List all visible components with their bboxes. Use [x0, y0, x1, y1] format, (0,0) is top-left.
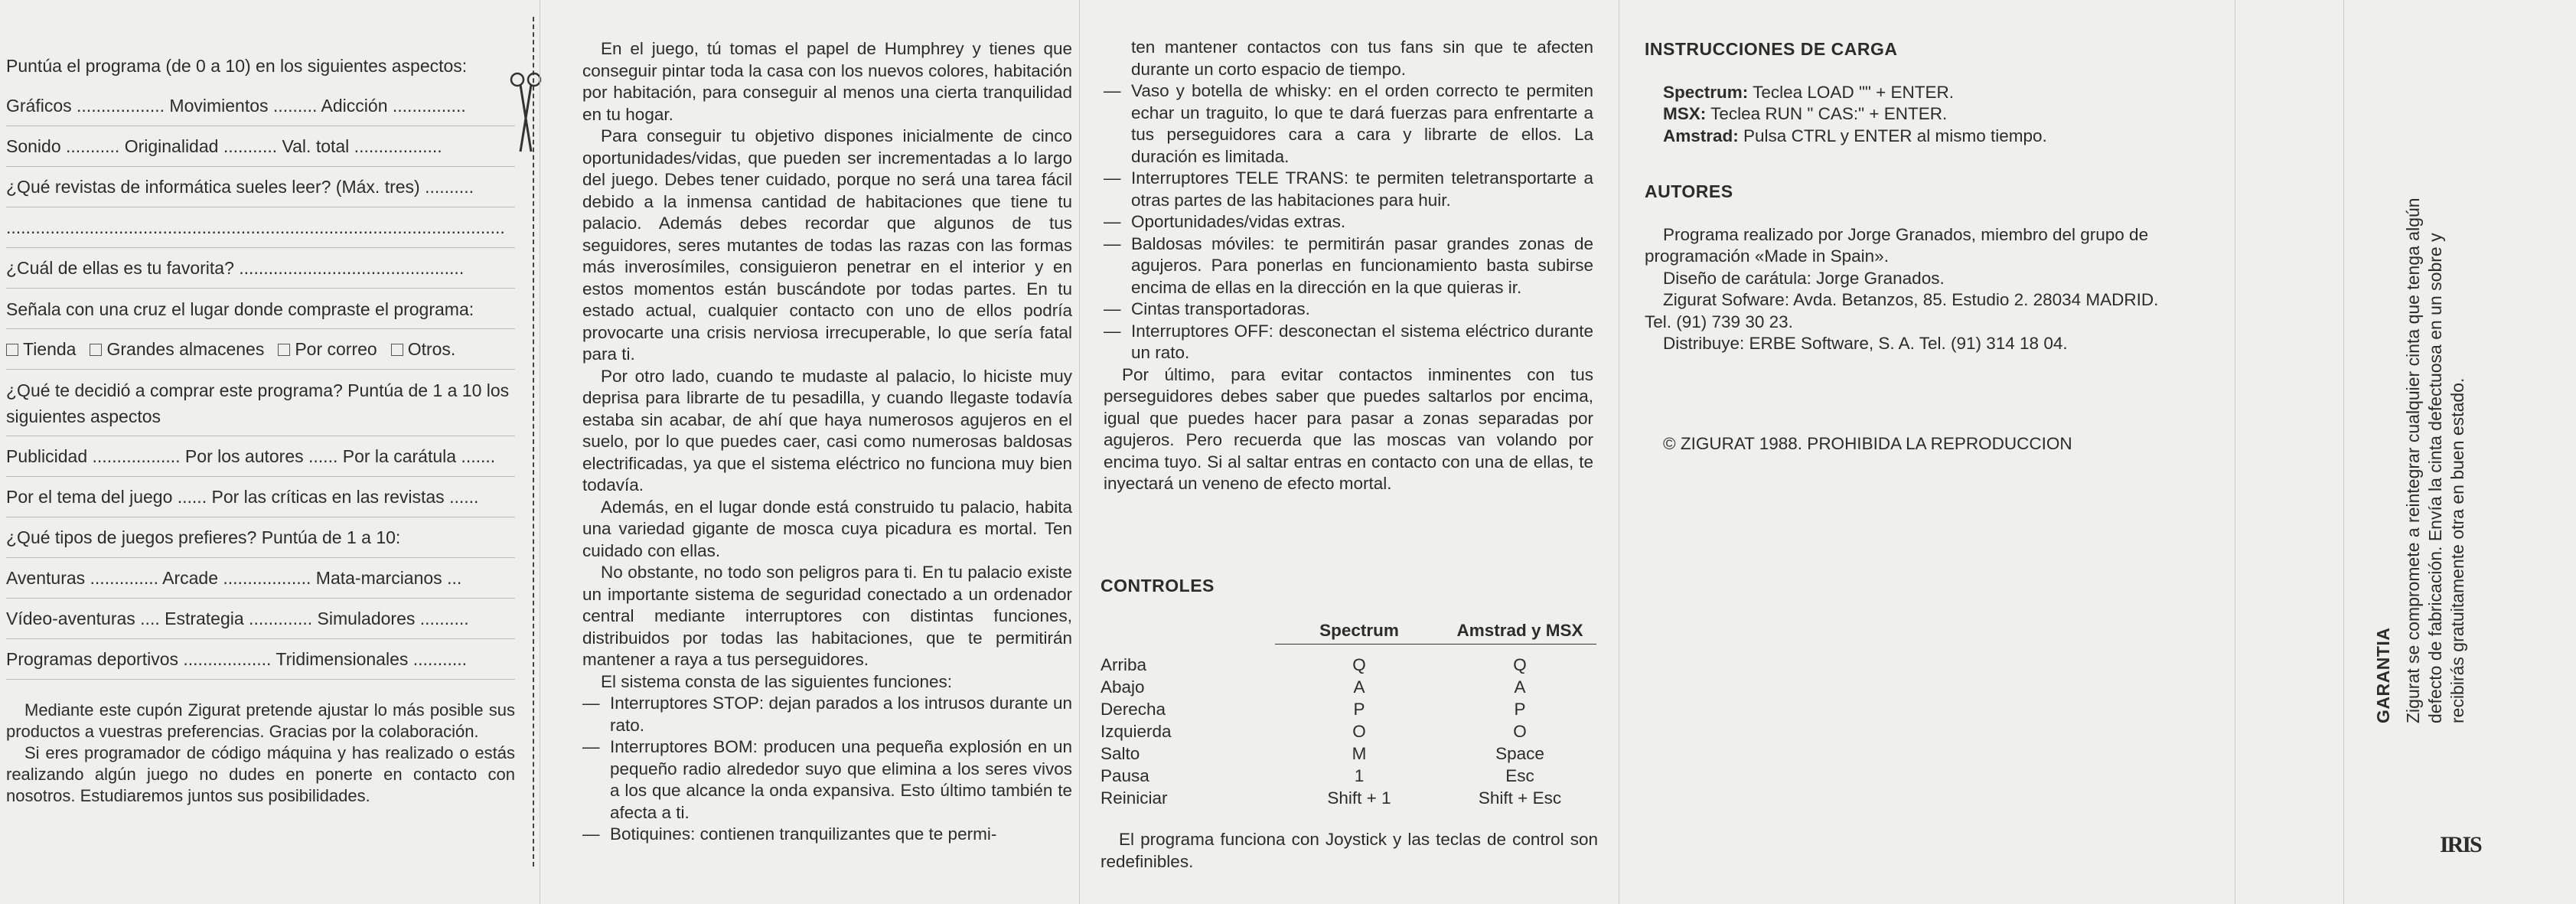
- author-line: Programa realizado por Jorge Granados, miembro del grupo de programación «Made in Spain».: [1645, 224, 2149, 266]
- column-header: [1101, 618, 1275, 645]
- spine-panel: [2235, 0, 2343, 904]
- table-cell: Q: [1352, 655, 1366, 674]
- survey-question: ¿Qué te decidió a comprar este programa? Puntúa de 1 a 10 los siguientes aspectos: [6, 370, 515, 436]
- platform-label: Spectrum:: [1663, 82, 1749, 102]
- column-header: Spectrum: [1319, 621, 1399, 640]
- closing-paragraph: Por último, para evitar contactos inminentes con tus perseguidores debes saber que puedes saltarlos por encima, igual que puedes hacer para pasar a zonas separadas por agujeros. Pero recuerda que las moscas van volando por encima tuyo. Si al saltar entras en contacto con una de ellas, te inyectará un veneno de efecto mortal.: [1104, 364, 1593, 493]
- survey-question: ¿Qué revistas de informática sueles leer? (Máx. tres) ..........: [6, 167, 515, 207]
- survey-question: ......................................................................................................: [6, 207, 515, 248]
- table-cell: Izquierda: [1101, 722, 1172, 741]
- table-cell: Arriba: [1101, 655, 1147, 674]
- survey-question: ¿Qué tipos de juegos prefieres? Puntúa de 1 a 10:: [6, 517, 515, 558]
- purchase-option[interactable]: [90, 329, 264, 369]
- table-cell: O: [1513, 722, 1527, 741]
- story-paragraph: Para conseguir tu objetivo dispones inicialmente de cinco oportunidades/vidas, que pueden ser incrementadas a lo largo del juego. Debes tener cuidado, porque no será una tarea fácil debido a la inmensa cantidad de habitaciones que tiene tu palacio. Además debes recordar que algunos de tus seguidores, seres mutantes de todas las razas con las formas más inverosímiles, consiguieron penetrar en el interior y en estos momentos están buscándote por todas partes. En tu estado actual, cualquier contacto con uno de ellos podría provocarte una crisis nerviosa irrecuperable, lo que sería fatal para ti.: [582, 126, 1072, 364]
- list-item: — Botiquines: contienen tranquilizantes que te permi-: [582, 824, 1072, 846]
- table-cell: Space: [1495, 744, 1544, 763]
- table-rule: [1275, 645, 1596, 654]
- survey-question: Sonido ........... Originalidad ........... Val. total ..................: [6, 126, 515, 167]
- purchase-options: [6, 329, 515, 370]
- purchase-option[interactable]: [6, 329, 76, 369]
- story-panel: [540, 0, 1079, 904]
- table-cell: A: [1514, 677, 1526, 697]
- column-header: Amstrad y MSX: [1456, 621, 1583, 640]
- copyright-text: © ZIGURAT 1988. PROHIBIDA LA REPRODUCCION: [1663, 434, 2072, 453]
- controls-note: El programa funciona con Joystick y las teclas de control son redefinibles.: [1101, 830, 1598, 871]
- continuation-text: ten mantener contactos con tus fans sin que te afecten durante un corto espacio de tiempo.: [1131, 38, 1593, 79]
- table-cell: Shift + Esc: [1478, 788, 1562, 808]
- coupon-paragraph: Si eres programador de código máquina y has realizado o estás realizando algún juego no dudes en ponerte en contacto con nosotros. Estudiaremos juntos sus posibilidades.: [6, 743, 515, 805]
- table-cell: Pausa: [1101, 766, 1149, 785]
- table-cell: Abajo: [1101, 677, 1145, 697]
- story-text: [582, 38, 1072, 846]
- controls-heading: CONTROLES: [1101, 576, 1215, 596]
- functions-list: [582, 693, 1072, 846]
- author-line: Zigurat Sofware: Avda. Betanzos, 85. Estudio 2. 28034 MADRID. Tel. (91) 739 30 23.: [1645, 290, 2159, 331]
- list-item: — Interruptores STOP: dejan parados a los intrusos durante un rato.: [582, 693, 1072, 736]
- load-line: [1645, 103, 2165, 126]
- survey-question: Publicidad .................. Por los autores ...... Por la carátula .......: [6, 436, 515, 477]
- load-heading: INSTRUCCIONES DE CARGA: [1645, 39, 1898, 59]
- guarantee-text: Zigurat se compromete a reintegrar cualquier cinta que tenga algún defecto de fabricación. Envía la cinta defectuosa en un sobre y recibirás gratuitamente otra en buen estado.: [2403, 197, 2467, 723]
- checkbox-icon[interactable]: [278, 344, 290, 356]
- story-continued-panel: [1079, 0, 1619, 904]
- table-cell: Derecha: [1101, 700, 1166, 719]
- load-line: [1645, 126, 2165, 148]
- table-cell: Esc: [1505, 766, 1534, 785]
- table-row: [1101, 765, 1596, 787]
- table-cell: Q: [1513, 655, 1527, 674]
- guarantee-block: [2372, 188, 2469, 723]
- coupon-paragraph: Mediante este cupón Zigurat pretende ajustar lo más posible sus productos a vuestras preferencias. Gracias por la colaboración.: [6, 700, 515, 741]
- table-cell: M: [1352, 744, 1367, 763]
- survey-coupon: [6, 46, 515, 807]
- info-panel: [1619, 0, 2235, 904]
- survey-question: ¿Cuál de ellas es tu favorita? ..............................................: [6, 248, 515, 289]
- survey-questions-2: [6, 370, 515, 680]
- coupon-note: [6, 700, 515, 807]
- survey-question: Señala con una cruz el lugar donde compraste el programa:: [6, 289, 515, 329]
- survey-question: Programas deportivos .................. Tridimensionales ...........: [6, 639, 515, 680]
- controls-section: [1101, 576, 1598, 873]
- survey-question: Aventuras .............. Arcade .................. Mata-marcianos ...: [6, 558, 515, 599]
- purchase-option[interactable]: [391, 329, 456, 369]
- table-row: [1101, 742, 1596, 765]
- controls-table: [1101, 618, 1596, 809]
- table-row: [1101, 698, 1596, 720]
- purchase-option-label: Otros.: [407, 339, 456, 359]
- table-row: [1101, 676, 1596, 698]
- coupon-panel: [0, 0, 540, 904]
- platform-label: MSX:: [1663, 104, 1707, 123]
- table-cell: Salto: [1101, 744, 1140, 763]
- load-line: [1645, 82, 2165, 104]
- purchase-option-label: Por correo: [295, 339, 377, 359]
- list-item: — Oportunidades/vidas extras.: [1104, 211, 1593, 233]
- story-paragraph: Además, en el lugar donde está construido tu palacio, habita una variedad gigante de mosca cuya picadura es mortal. Ten cuidado con ellas.: [582, 497, 1072, 560]
- table-cell: P: [1514, 700, 1526, 719]
- purchase-option-label: Grandes almacenes: [106, 339, 265, 359]
- list-item: — Interruptores TELE TRANS: te permiten teletransportarte a otras partes de las habitaciones para huir.: [1104, 168, 1593, 211]
- table-cell: P: [1353, 700, 1365, 719]
- table-cell: Reiniciar: [1101, 788, 1168, 808]
- list-item: — Baldosas móviles: te permitirán pasar grandes zonas de agujeros. Para ponerlas en funcionamiento basta subirse encima de ellas en la dirección en la que quieras ir.: [1104, 233, 1593, 299]
- table-row: [1101, 787, 1596, 809]
- iris-logo: IRIS: [2440, 832, 2481, 857]
- checkbox-icon[interactable]: [391, 344, 403, 356]
- scissors-icon: [507, 70, 544, 155]
- list-item: — Cintas transportadoras.: [1104, 299, 1593, 321]
- table-cell: Shift + 1: [1327, 788, 1391, 808]
- table-cell: O: [1352, 722, 1366, 741]
- authors-heading: AUTORES: [1645, 181, 1733, 201]
- story-continued-text: [1104, 37, 1593, 495]
- story-paragraph: El sistema consta de las siguientes funciones:: [601, 671, 952, 691]
- story-paragraph: Por otro lado, cuando te mudaste al palacio, lo hiciste muy deprisa para librarte de tu pesadilla, y cuando llegaste todavía estaba sin acabar, de ahí que haya numerosos agujeros en el suelo, por lo que puedes caer, casi como numerosas baldosas electrificadas, ya que el sistema eléctrico no funciona muy bien todavía.: [582, 366, 1072, 494]
- load-command: Teclea RUN " CAS:" + ENTER.: [1706, 104, 1948, 123]
- platform-label: Amstrad:: [1663, 126, 1739, 145]
- load-command: Teclea LOAD "" + ENTER.: [1748, 82, 1955, 102]
- load-command: Pulsa CTRL y ENTER al mismo tiempo.: [1738, 126, 2047, 145]
- story-paragraph: En el juego, tú tomas el papel de Humphrey y tienes que conseguir pintar toda la casa con los nuevos colores, habitación por habitación, para conseguir al menos una cierta tranquilidad en tu hogar.: [582, 39, 1072, 124]
- copyright-notice: [1645, 433, 2165, 455]
- purchase-option-label: Tienda: [23, 339, 77, 359]
- authors-section: [1645, 181, 2165, 355]
- list-item: — Interruptores BOM: producen una pequeña explosión en un pequeño radio alrededor suyo que elimina a los seres vivos a los que alcance la onda expansiva. Esto último también te afecta a ti.: [582, 736, 1072, 824]
- survey-questions: [6, 46, 515, 329]
- survey-question: Vídeo-aventuras .... Estrategia ............. Simuladores ..........: [6, 599, 515, 639]
- load-instructions: [1645, 38, 2165, 147]
- table-row: [1101, 654, 1596, 676]
- list-item: — Vaso y botella de whisky: en el orden correcto te permiten echar un traguito, lo que te dará fuerzas para enfrentarte a tus perseguidores cara a cara y librarte de ellos. La duración es limitada.: [1104, 80, 1593, 168]
- guarantee-panel: [2343, 0, 2576, 904]
- survey-question: Por el tema del juego ...... Por las críticas en las revistas ......: [6, 477, 515, 517]
- author-line: Diseño de carátula: Jorge Granados.: [1663, 268, 1945, 288]
- checkbox-icon[interactable]: [6, 344, 18, 356]
- purchase-option[interactable]: [278, 329, 377, 369]
- list-item: — Interruptores OFF: desconectan el sistema eléctrico durante un rato.: [1104, 321, 1593, 364]
- survey-question: Gráficos .................. Movimientos ......... Adicción ...............: [6, 86, 515, 126]
- guarantee-heading: GARANTIA: [2373, 627, 2393, 723]
- author-line: Distribuye: ERBE Software, S. A. Tel. (91) 314 18 04.: [1663, 334, 2068, 353]
- table-row: [1101, 720, 1596, 742]
- functions-list-continued: [1104, 80, 1593, 364]
- survey-question: Puntúa el programa (de 0 a 10) en los siguientes aspectos:: [6, 56, 468, 76]
- story-paragraph: No obstante, no todo son peligros para ti. En tu palacio existe un importante sistema de seguridad conectado a un ordenador central mediante interruptores con distintas funciones, distribuidos por todas las habitaciones, que te permitirán mantener a raya a tus perseguidores.: [582, 563, 1072, 669]
- table-cell: 1: [1354, 766, 1365, 785]
- table-cell: A: [1353, 677, 1365, 697]
- checkbox-icon[interactable]: [90, 344, 102, 356]
